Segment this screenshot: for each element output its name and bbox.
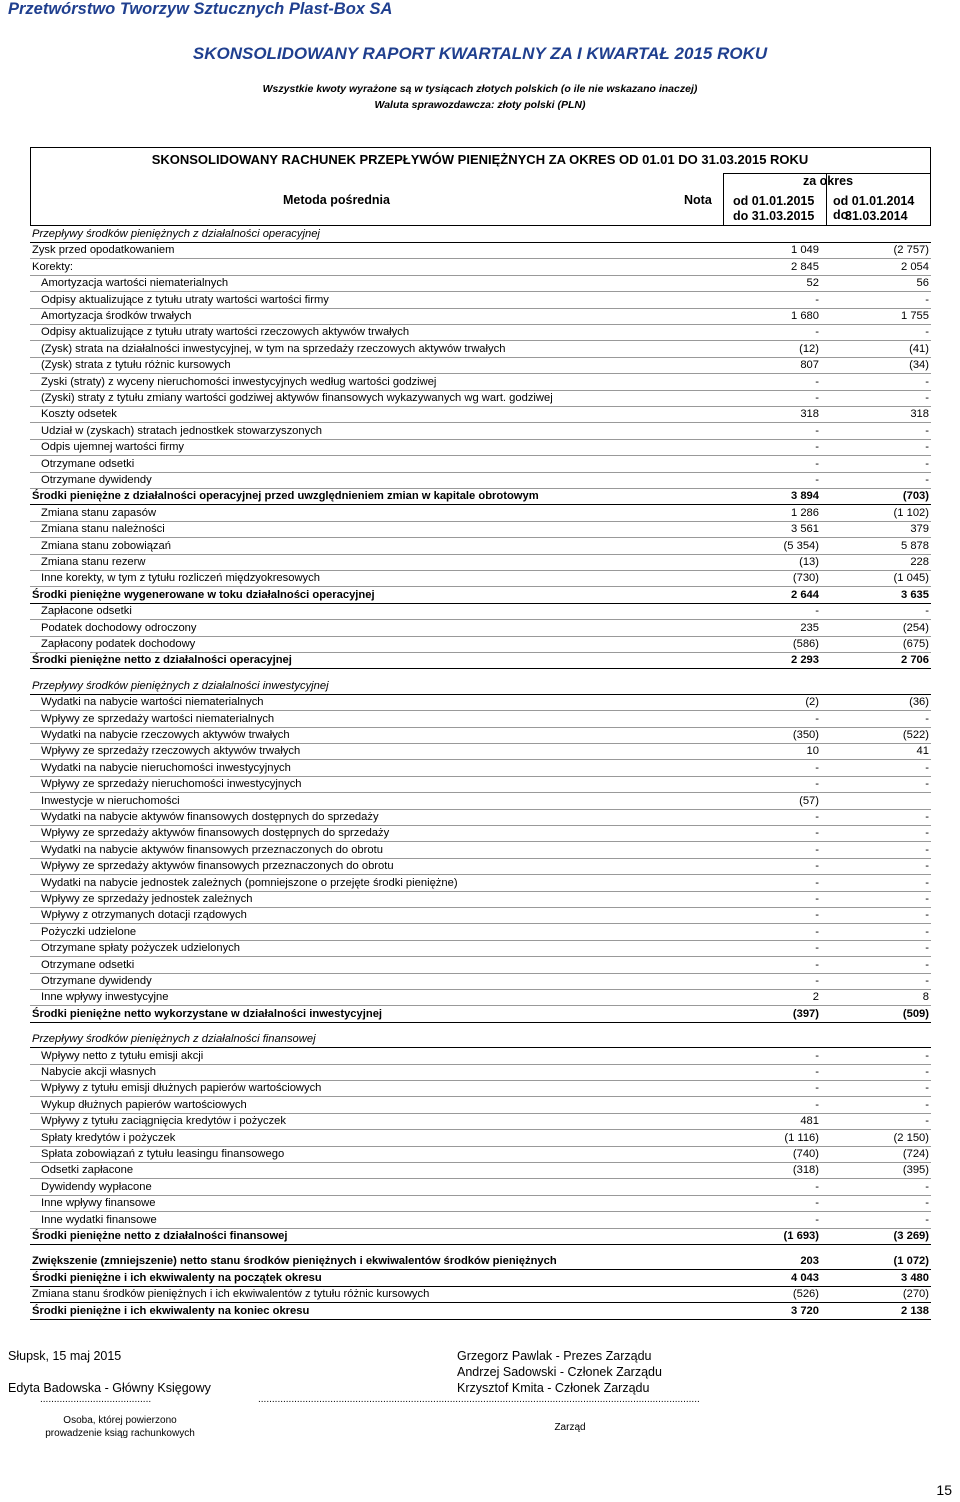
row-label: Środki pieniężne z działalności operacyjnej przed uwzględnieniem zmian w kapitale obrotowym (32, 490, 539, 503)
board-member-1: Grzegorz Pawlak - Prezes Zarządu (457, 1349, 652, 1363)
value-2015: (740) (792, 1148, 819, 1160)
value-2014: (1 102) (893, 506, 929, 519)
value-2015: (586) (792, 638, 819, 650)
caption-left-2: prowadzenie ksiąg rachunkowych (45, 1428, 195, 1439)
board-member-2: Andrzej Sadowski - Członek Zarządu (457, 1365, 662, 1379)
table-row (30, 1113, 931, 1130)
table-row (30, 1212, 931, 1229)
row-label: Dywidendy wypłacone (41, 1180, 152, 1193)
value-2015: - (815, 457, 819, 470)
value-2015: 235 (800, 621, 819, 634)
value-2015: (1 116) (784, 1131, 819, 1144)
value-2015: 3 720 (791, 1304, 819, 1317)
value-2015: - (815, 1213, 819, 1226)
table-row (30, 1179, 931, 1196)
table-row (30, 406, 931, 423)
table-row (30, 538, 931, 555)
table-row (30, 776, 931, 793)
row-label: Nabycie akcji własnych (41, 1066, 157, 1078)
value-2014: - (925, 925, 929, 938)
table-row (30, 275, 931, 292)
value-2014: (395) (902, 1164, 929, 1177)
currency-note: Waluta sprawozdawcza: złoty polski (PLN) (374, 99, 586, 111)
value-2015: 4 043 (791, 1271, 819, 1284)
row-label: Amortyzacja wartości niematerialnych (41, 277, 229, 290)
value-2014: - (925, 811, 929, 823)
table-row (30, 1048, 931, 1065)
value-2015: - (815, 712, 819, 725)
value-2015: - (815, 375, 819, 388)
signature-line-right: ............................................................................................................................................................... (258, 1394, 700, 1405)
row-label: Otrzymane spłaty pożyczek udzielonych (41, 942, 240, 955)
table-row (30, 603, 931, 620)
value-2015: - (815, 326, 819, 339)
value-2014: 3 480 (901, 1271, 929, 1284)
value-2015: 3 561 (791, 523, 819, 536)
table-row (30, 423, 931, 440)
row-label: Wykup dłużnych papierów wartościowych (41, 1098, 247, 1111)
row-label: Wydatki na nabycie nieruchomości inwestycyjnych (41, 761, 291, 774)
value-2014: - (925, 326, 929, 339)
nota-label: Nota (684, 193, 712, 207)
row-label: Zmiana stanu środków pieniężnych i ich ekwiwalentów z tytułu różnic kursowych (32, 1288, 430, 1301)
value-2015: (12) (799, 342, 819, 355)
value-2014: 2 138 (901, 1304, 929, 1317)
report-title: SKONSOLIDOWANY RAPORT KWARTALNY ZA I KWARTAŁ 2015 ROKU (192, 44, 768, 63)
row-label: Przepływy środków pieniężnych z działalności operacyjnej (32, 228, 320, 240)
value-2015: - (815, 1082, 819, 1095)
value-2014: 228 (910, 556, 929, 568)
value-2014: - (925, 876, 929, 889)
table-row (30, 842, 931, 859)
row-label: Wpływy ze sprzedaży nieruchomości inwestycyjnych (41, 778, 302, 791)
row-label: (Zysk) strata na działalności inwestycyjnej, w tym na sprzedaży rzeczowych aktywów trwałych (41, 342, 506, 355)
row-label: Środki pieniężne netto z działalności operacyjnej (32, 654, 292, 667)
table-row (30, 1130, 931, 1147)
value-2014: - (925, 1115, 929, 1128)
row-label: Zysk przed opodatkowaniem (32, 244, 175, 257)
value-2014: - (925, 1066, 929, 1078)
row-label: Wpływy ze sprzedaży jednostek zależnych (41, 893, 253, 905)
table-row (30, 488, 931, 505)
table-row (30, 907, 931, 924)
row-label: Inne wpływy inwestycyjne (41, 991, 169, 1004)
row-label: Zmiana stanu zapasów (41, 506, 157, 519)
value-2014: 8 (922, 991, 929, 1004)
row-label: Zmiana stanu rezerw (41, 556, 146, 568)
value-2015: - (815, 1066, 819, 1078)
value-2015: (5 354) (783, 539, 819, 552)
table-row (30, 1006, 931, 1023)
table-row (30, 711, 931, 728)
table-row (30, 793, 931, 810)
value-2015: (57) (799, 794, 819, 807)
row-label: Odsetki zapłacone (41, 1164, 134, 1177)
table-row (30, 620, 931, 637)
row-label: Wydatki na nabycie jednostek zależnych (pomniejszone o przejęte środki pieniężne) (41, 876, 458, 889)
table-row (30, 743, 931, 760)
table-row (30, 727, 931, 744)
value-2015: (397) (792, 1007, 819, 1020)
value-2015: (730) (792, 572, 819, 585)
section-header-row (30, 678, 931, 695)
value-2015: (2) (805, 696, 819, 709)
value-2015: - (815, 811, 819, 823)
row-label: Przepływy środków pieniężnych z działalności finansowej (32, 1033, 316, 1046)
value-2015: - (815, 778, 819, 791)
row-label: Inne wpływy finansowe (41, 1197, 156, 1210)
row-label: Wydatki na nabycie rzeczowych aktywów trwałych (41, 729, 290, 741)
row-label: Wpływy z tytułu emisji dłużnych papierów wartościowych (41, 1082, 322, 1095)
value-2015: - (815, 392, 819, 404)
value-2014: (1 072) (893, 1255, 929, 1268)
value-2015: - (815, 958, 819, 971)
row-label: Wpływy ze sprzedaży rzeczowych aktywów trwałych (41, 745, 301, 758)
table-row (30, 1253, 931, 1270)
value-2015: 2 (812, 991, 819, 1004)
table-row (30, 1228, 931, 1245)
value-2015: - (815, 605, 819, 618)
row-label: Koszty odsetek (41, 408, 117, 421)
value-2014: - (925, 843, 929, 856)
value-2014: - (925, 860, 929, 873)
value-2015: - (815, 893, 819, 905)
table-row (30, 1146, 931, 1163)
value-2014: - (925, 958, 929, 971)
table-row (30, 989, 931, 1006)
row-label: Wydatki na nabycie aktywów finansowych przeznaczonych do obrotu (41, 843, 383, 856)
row-label: Odpisy aktualizujące z tytułu utraty wartości wartości firmy (41, 293, 329, 306)
value-2015: (318) (792, 1164, 819, 1177)
value-2014: 3 635 (901, 588, 929, 601)
row-label: Wpływy z tytułu zaciągnięcia kredytów i pożyczek (41, 1115, 286, 1128)
statement-title: SKONSOLIDOWANY RACHUNEK PRZEPŁYWÓW PIENIĘŻNYCH ZA OKRES OD 01.01 DO 31.03.2015 ROKU (151, 152, 809, 167)
value-2015: 318 (800, 408, 819, 421)
value-2015: (526) (792, 1288, 819, 1301)
value-2014: (34) (909, 359, 929, 372)
value-2015: - (815, 843, 819, 856)
value-2015: 2 293 (791, 654, 819, 667)
value-2015: - (815, 424, 819, 437)
value-2014: (2 150) (893, 1131, 929, 1144)
value-2014: (1 045) (893, 572, 929, 585)
row-label: Otrzymane dywidendy (41, 975, 152, 987)
row-label: Środki pieniężne wygenerowane w toku działalności operacyjnej (32, 588, 375, 601)
row-label: Inne wydatki finansowe (41, 1213, 157, 1226)
table-row (30, 554, 931, 571)
table-row (30, 1080, 931, 1097)
row-label: Zmiana stanu należności (41, 523, 165, 536)
table-row (30, 1270, 931, 1287)
value-2014: - (925, 375, 929, 388)
value-2014: - (925, 1082, 929, 1095)
table-row (30, 636, 931, 653)
value-2014: 56 (916, 277, 929, 290)
table-row (30, 472, 931, 489)
row-label: Spłata zobowiązań z tytułu leasingu finansowego (41, 1148, 285, 1160)
row-label: Otrzymane odsetki (41, 457, 135, 470)
table-row (30, 1064, 931, 1081)
value-2014: - (925, 1213, 929, 1226)
value-2014: 318 (910, 408, 929, 421)
value-2014: 1 755 (901, 310, 929, 322)
value-2015: - (815, 1098, 819, 1111)
row-label: Wpływy ze sprzedaży wartości niematerialnych (41, 712, 275, 725)
value-2015: 2 845 (791, 260, 819, 273)
value-2014: - (925, 474, 929, 486)
place-date: Słupsk, 15 maj 2015 (8, 1349, 122, 1363)
table-row (30, 1162, 931, 1179)
value-2014: - (925, 457, 929, 470)
value-2015: - (815, 860, 819, 873)
table-row (30, 891, 931, 908)
value-2015: - (815, 474, 819, 486)
col1-header-line1: od 01.01.2015 (733, 194, 815, 208)
row-label: Przepływy środków pieniężnych z działalności inwestycyjnej (32, 679, 329, 692)
value-2015: - (815, 1197, 819, 1210)
row-label: Korekty: (32, 260, 74, 273)
row-label: Inne korekty, w tym z tytułu rozliczeń międzyokresowych (41, 572, 320, 585)
value-2015: (1 693) (783, 1230, 819, 1242)
row-label: Wpływy ze sprzedaży aktywów finansowych przeznaczonych do obrotu (41, 860, 394, 873)
value-2014: - (925, 424, 929, 437)
table-row (30, 1286, 931, 1303)
value-2014: - (925, 778, 929, 791)
signature-line-left: ........................................ (40, 1394, 152, 1405)
value-2015: 203 (800, 1255, 819, 1268)
value-2014: - (925, 827, 929, 840)
row-label: Środki pieniężne netto wykorzystane w działalności inwestycyjnej (32, 1007, 383, 1020)
value-2014: (3 269) (893, 1230, 929, 1242)
value-2015: - (815, 761, 819, 774)
table-row (30, 825, 931, 842)
value-2014: (509) (902, 1007, 929, 1020)
value-2015: - (815, 942, 819, 955)
row-label: Odpis ujemnej wartości firmy (41, 441, 184, 454)
amounts-note: Wszystkie kwoty wyrażone są w tysiącach złotych polskich (o ile nie wskazano inaczej) (262, 83, 698, 95)
table-row (30, 809, 931, 826)
value-2015: - (815, 1180, 819, 1193)
value-2014: (675) (902, 638, 929, 650)
value-2014: 5 878 (901, 539, 929, 552)
table-row (30, 439, 931, 456)
period-label: za okres (803, 174, 854, 188)
row-label: Wpływy z otrzymanych dotacji rządowych (41, 909, 247, 922)
table-row (30, 521, 931, 538)
board-member-3: Krzysztof Kmita - Członek Zarządu (457, 1381, 650, 1395)
value-2015: - (815, 975, 819, 987)
table-row (30, 940, 931, 957)
value-2015: (13) (799, 556, 819, 568)
table-row (30, 374, 931, 391)
value-2014: - (925, 909, 929, 922)
table-row (30, 957, 931, 974)
table-row (30, 570, 931, 587)
table-row (30, 1097, 931, 1114)
table-row (30, 760, 931, 777)
value-2014: - (925, 441, 929, 454)
table-row (30, 390, 931, 407)
caption-right: Zarząd (554, 1422, 586, 1433)
row-label: Amortyzacja środków trwałych (41, 310, 192, 322)
row-label: Otrzymane odsetki (41, 958, 135, 971)
value-2015: - (815, 925, 819, 938)
value-2014: - (925, 761, 929, 774)
value-2014: 379 (910, 523, 929, 536)
table-row (30, 694, 931, 711)
value-2014: (522) (902, 729, 929, 741)
col1-header-line2: do 31.03.2015 (733, 209, 815, 223)
row-label: Inwestycje w nieruchomości (41, 794, 180, 807)
row-label: (Zysk) strata z tytułu różnic kursowych (41, 359, 231, 372)
value-2014: (2 757) (893, 244, 929, 257)
value-2015: - (815, 827, 819, 840)
company-name: Przetwórstwo Tworzyw Sztucznych Plast-Box SA (8, 0, 393, 18)
value-2014: - (925, 293, 929, 306)
value-2015: 10 (806, 745, 819, 758)
row-label: Otrzymane dywidendy (41, 474, 152, 486)
row-label: Zapłacony podatek dochodowy (41, 638, 196, 650)
row-label: Wpływy netto z tytułu emisji akcji (41, 1049, 204, 1062)
table-row (30, 973, 931, 990)
row-label: Zmiana stanu zobowiązań (41, 539, 171, 552)
table-row (30, 357, 931, 374)
value-2014: - (925, 942, 929, 955)
value-2015: 807 (800, 359, 819, 372)
table-row (30, 341, 931, 358)
row-label: Wpływy ze sprzedaży aktywów finansowych dostępnych do sprzedaży (41, 827, 390, 840)
table-row (30, 875, 931, 892)
table-row (30, 242, 931, 259)
table-row (30, 324, 931, 341)
method-label: Metoda pośrednia (283, 193, 390, 207)
value-2015: - (815, 909, 819, 922)
value-2015: - (815, 1049, 819, 1062)
value-2014: - (925, 605, 929, 618)
value-2014: - (925, 1197, 929, 1210)
caption-left-1: Osoba, której powierzono (63, 1415, 177, 1426)
value-2014: (270) (902, 1288, 929, 1301)
value-2014: (724) (902, 1148, 929, 1160)
value-2014: 41 (916, 745, 929, 758)
row-label: Pożyczki udzielone (41, 925, 137, 938)
value-2015: 52 (806, 277, 819, 290)
value-2015: - (815, 293, 819, 306)
table-row (30, 924, 931, 941)
value-2014: (41) (909, 342, 929, 355)
table-row (30, 505, 931, 522)
value-2014: - (925, 1098, 929, 1111)
value-2014: - (925, 893, 929, 905)
table-row (30, 292, 931, 309)
value-2015: 3 894 (791, 490, 819, 503)
value-2015: 1 286 (791, 506, 819, 519)
row-label: Zwiększenie (zmniejszenie) netto stanu środków pieniężnych i ekwiwalentów środków pieniężnych (32, 1255, 557, 1268)
col2-header-line2: 31.03.2014 (845, 209, 908, 223)
row-label: Podatek dochodowy odroczony (41, 621, 197, 634)
table-row (30, 1303, 931, 1320)
value-2015: 481 (800, 1115, 819, 1128)
value-2014: - (925, 1180, 929, 1193)
value-2014: (36) (909, 696, 929, 709)
row-label: Odpisy aktualizujące z tytułu utraty wartości rzeczowych aktywów trwałych (41, 326, 410, 339)
value-2015: - (815, 876, 819, 889)
row-label: Środki pieniężne netto z działalności finansowej (32, 1230, 288, 1242)
page-number: 15 (936, 1482, 952, 1498)
value-2014: - (925, 712, 929, 725)
value-2015: (350) (792, 729, 819, 741)
value-2015: - (815, 441, 819, 454)
table-row (30, 587, 931, 604)
row-label: Udział w (zyskach) stratach jednostkek stowarzyszonych (41, 424, 323, 437)
col2-header-line1: od 01.01.2014 do (833, 194, 915, 222)
value-2014: - (925, 1049, 929, 1062)
value-2014: (703) (902, 490, 929, 503)
section-header-row (30, 1031, 931, 1048)
value-2015: 1 680 (791, 310, 819, 322)
row-label: Środki pieniężne i ich ekwiwalenty na początek okresu (32, 1271, 322, 1284)
table-header (30, 147, 931, 226)
table-row (30, 259, 931, 276)
section-header-row (30, 226, 931, 243)
table-row (30, 456, 931, 473)
table-row (30, 858, 931, 875)
value-2014: - (925, 975, 929, 987)
table-row (30, 652, 931, 669)
value-2014: - (925, 392, 929, 404)
row-label: Zapłacone odsetki (41, 605, 132, 618)
row-label: Spłaty kredytów i pożyczek (41, 1131, 176, 1144)
table-row (30, 1195, 931, 1212)
value-2014: 2 054 (901, 260, 929, 273)
row-label: Zyski (straty) z wyceny nieruchomości inwestycyjnych według wartości godziwej (41, 375, 437, 388)
row-label: Wydatki na nabycie aktywów finansowych dostępnych do sprzedaży (41, 811, 379, 823)
value-2015: 2 644 (791, 588, 819, 601)
value-2014: (254) (902, 621, 929, 634)
table-row (30, 308, 931, 325)
row-label: Wydatki na nabycie wartości niematerialnych (41, 696, 264, 709)
chief-accountant: Edyta Badowska - Główny Księgowy (8, 1381, 211, 1395)
row-label: Środki pieniężne i ich ekwiwalenty na koniec okresu (32, 1304, 310, 1317)
value-2014: 2 706 (901, 654, 929, 667)
row-label: (Zyski) straty z tytułu zmiany wartości godziwej aktywów finansowych wykazywanych wg wart. godziwej (41, 392, 553, 404)
value-2015: 1 049 (791, 244, 819, 257)
